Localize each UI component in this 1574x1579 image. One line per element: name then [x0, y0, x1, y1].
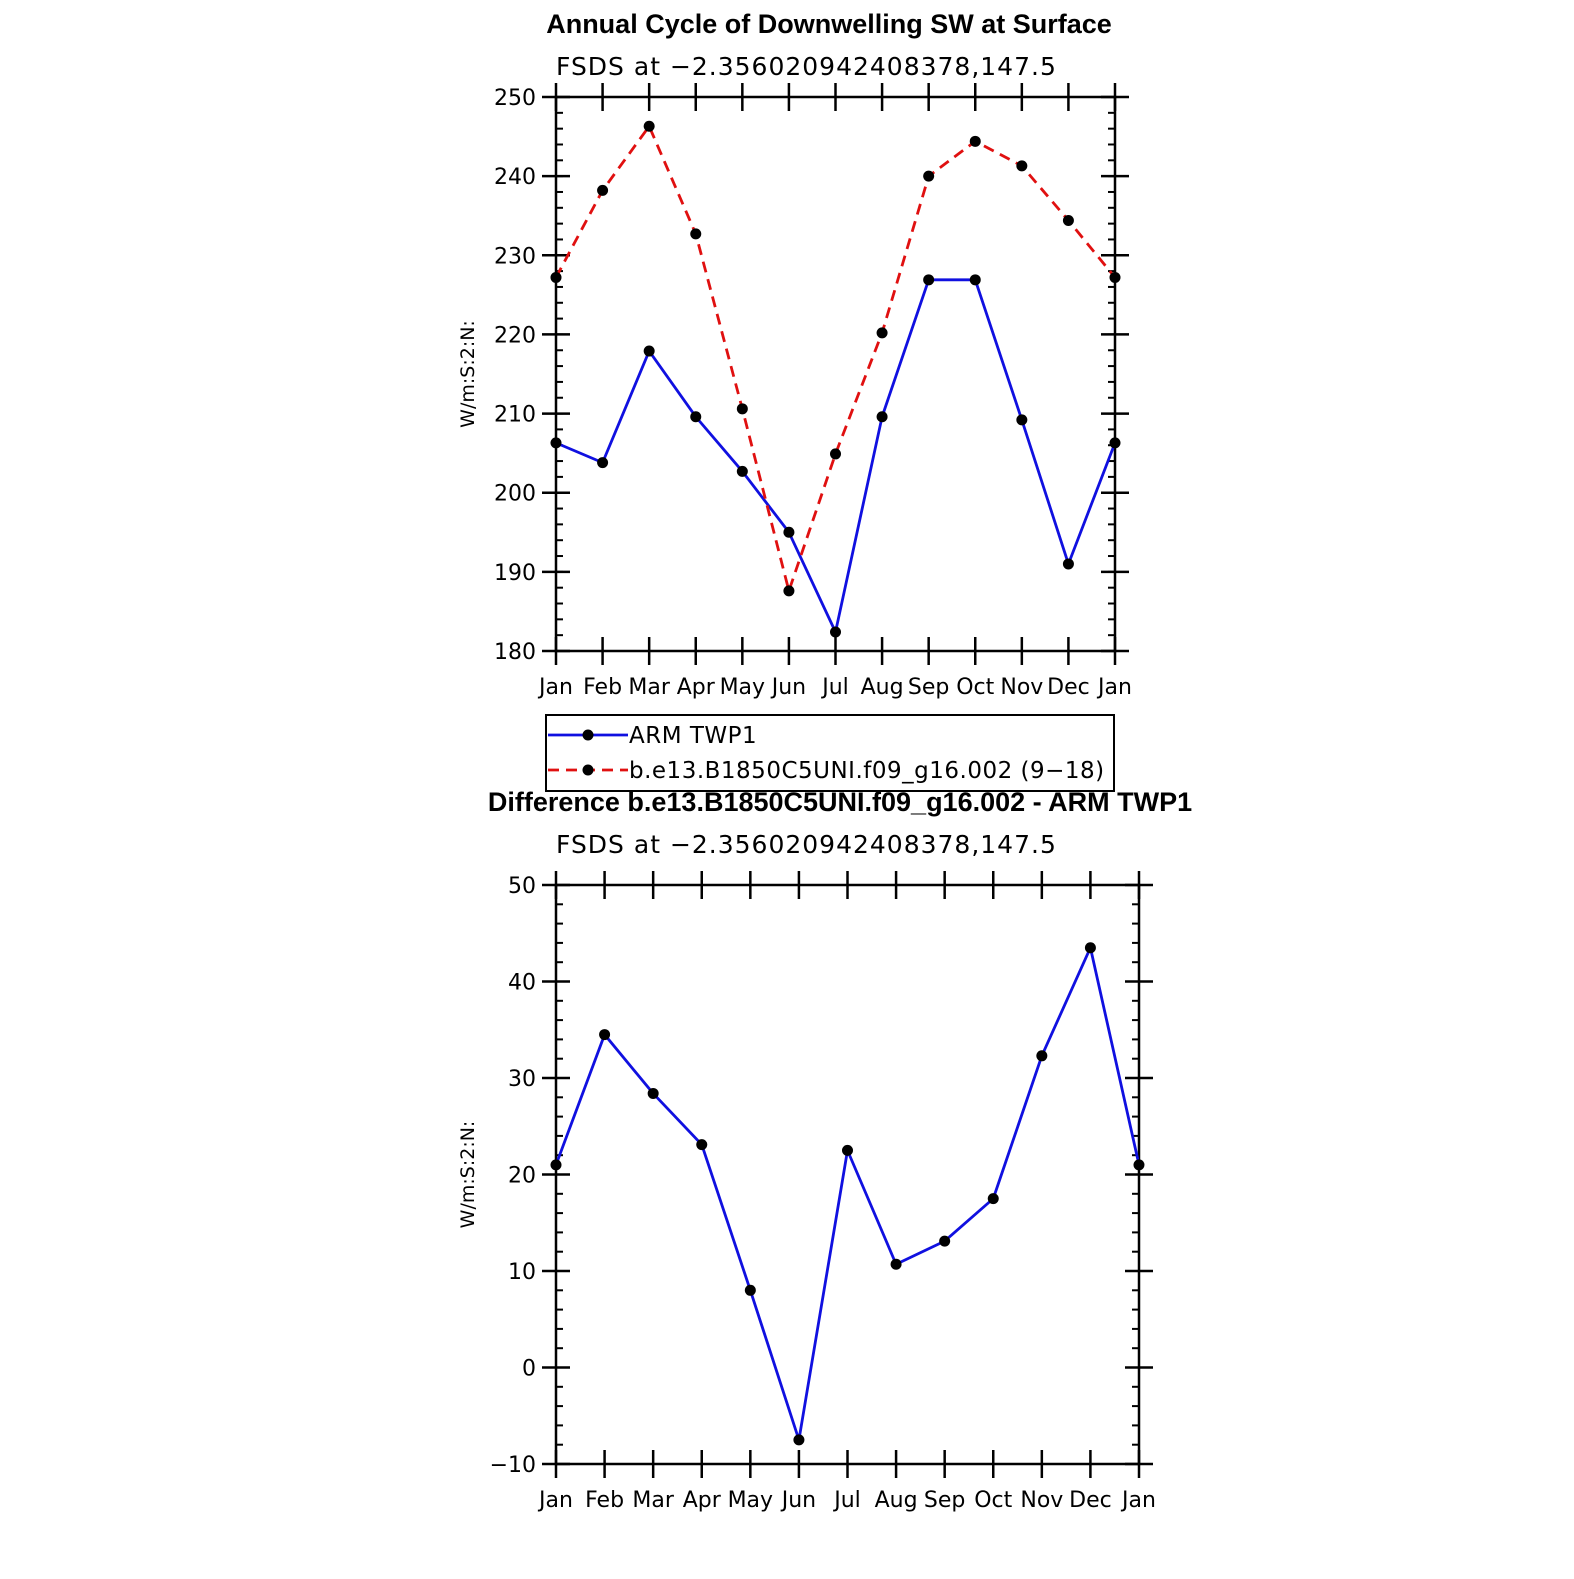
chart-subtitle: FSDS at −2.356020942408378,147.5 [556, 830, 1057, 859]
axis-ticks [542, 871, 1153, 1478]
x-tick-label: Oct [974, 1488, 1013, 1513]
data-point [690, 228, 701, 239]
series-line [556, 126, 1115, 591]
data-point [877, 411, 888, 422]
y-tick-label: 50 [508, 874, 536, 899]
legend-marker [583, 730, 594, 741]
chart-title: Difference b.e13.B1850C5UNI.f09_g16.002 - ARM TWP1 [487, 787, 1193, 817]
data-point [842, 1145, 853, 1156]
y-tick-label: −10 [489, 1453, 536, 1478]
data-point [648, 1088, 659, 1099]
data-point [644, 121, 655, 132]
data-point [783, 527, 794, 538]
series-1 [551, 942, 1145, 1445]
y-tick-label: 250 [494, 86, 536, 111]
y-tick-label: 10 [508, 1260, 536, 1285]
x-tick-label: Jan [1098, 675, 1132, 700]
x-tick-label: Feb [585, 1488, 625, 1513]
x-tick-label: Nov [1000, 675, 1044, 700]
data-point [830, 448, 841, 459]
y-tick-label: 200 [494, 481, 536, 507]
data-point [970, 274, 981, 285]
data-point [597, 185, 608, 196]
data-point [830, 627, 841, 638]
data-point [551, 272, 562, 283]
data-point [644, 346, 655, 357]
data-point [737, 403, 748, 414]
data-point [891, 1259, 902, 1270]
y-tick-label: 220 [494, 323, 536, 349]
data-point [793, 1434, 804, 1445]
series-line [556, 948, 1139, 1440]
legend-marker [583, 765, 594, 776]
x-tick-label: Apr [682, 1488, 721, 1513]
data-point [783, 585, 794, 596]
y-tick-label: 180 [494, 640, 536, 665]
x-tick-label: Mar [628, 675, 670, 700]
data-point [1063, 215, 1074, 226]
data-point [939, 1236, 950, 1247]
x-tick-label: Oct [956, 675, 995, 700]
x-tick-label: Apr [676, 675, 715, 700]
difference-chart [457, 787, 1192, 1513]
x-tick-label: Jan [539, 1488, 573, 1513]
x-tick-label: Jul [834, 1488, 861, 1513]
data-point [1063, 558, 1074, 569]
y-tick-label: 210 [494, 402, 536, 428]
data-point [737, 466, 748, 477]
data-point [1016, 414, 1027, 425]
data-point [551, 1159, 562, 1170]
data-point [923, 274, 934, 285]
data-point [597, 457, 608, 468]
x-tick-label: Aug [874, 1488, 918, 1513]
data-point [1110, 437, 1121, 448]
x-tick-label: Sep [923, 1488, 966, 1513]
y-axis-label: W/m:S:2:N: [457, 1120, 479, 1229]
x-tick-label: Jun [781, 1488, 817, 1513]
x-tick-label: Aug [860, 675, 904, 700]
x-tick-label: May [727, 1488, 774, 1513]
x-tick-label: Dec [1069, 1488, 1112, 1513]
x-tick-label: Jan [539, 675, 573, 700]
x-tick-label: Feb [583, 675, 623, 700]
x-tick-label: Jul [822, 675, 849, 700]
x-tick-label: Dec [1047, 675, 1090, 700]
data-point [690, 411, 701, 422]
x-tick-label: Jan [1122, 1488, 1156, 1513]
data-point [877, 327, 888, 338]
y-tick-label: 240 [494, 165, 536, 191]
plot-frame [556, 885, 1139, 1464]
chart-subtitle: FSDS at −2.356020942408378,147.5 [556, 52, 1057, 81]
data-point [696, 1139, 707, 1150]
data-point [923, 171, 934, 182]
y-axis-label: W/m:S:2:N: [457, 320, 479, 428]
data-point [970, 136, 981, 147]
data-point [1085, 942, 1096, 953]
y-tick-label: 230 [494, 244, 536, 270]
x-tick-label: Sep [907, 675, 950, 700]
data-point [1134, 1159, 1145, 1170]
data-point [1110, 272, 1121, 283]
data-point [1016, 160, 1027, 171]
legend-label: ARM TWP1 [629, 723, 758, 749]
data-point [745, 1285, 756, 1296]
y-tick-label: 40 [508, 970, 536, 996]
x-tick-label: Mar [632, 1488, 674, 1513]
y-tick-label: 190 [494, 560, 536, 586]
x-tick-label: Nov [1020, 1488, 1064, 1513]
x-tick-label: May [719, 675, 766, 700]
y-tick-label: 20 [508, 1163, 536, 1189]
legend-label: b.e13.B1850C5UNI.f09_g16.002 (9−18) [629, 758, 1105, 784]
y-tick-label: 0 [522, 1356, 536, 1382]
data-point [599, 1029, 610, 1040]
legend [546, 715, 1114, 791]
data-point [988, 1193, 999, 1204]
annual-cycle-chart [457, 9, 1132, 791]
axis-ticks [542, 83, 1129, 665]
chart-title: Annual Cycle of Downwelling SW at Surface [546, 9, 1112, 39]
x-tick-label: Jun [771, 675, 807, 700]
series-2 [551, 121, 1121, 597]
data-point [1036, 1050, 1047, 1061]
data-point [551, 437, 562, 448]
y-tick-label: 30 [508, 1067, 536, 1092]
